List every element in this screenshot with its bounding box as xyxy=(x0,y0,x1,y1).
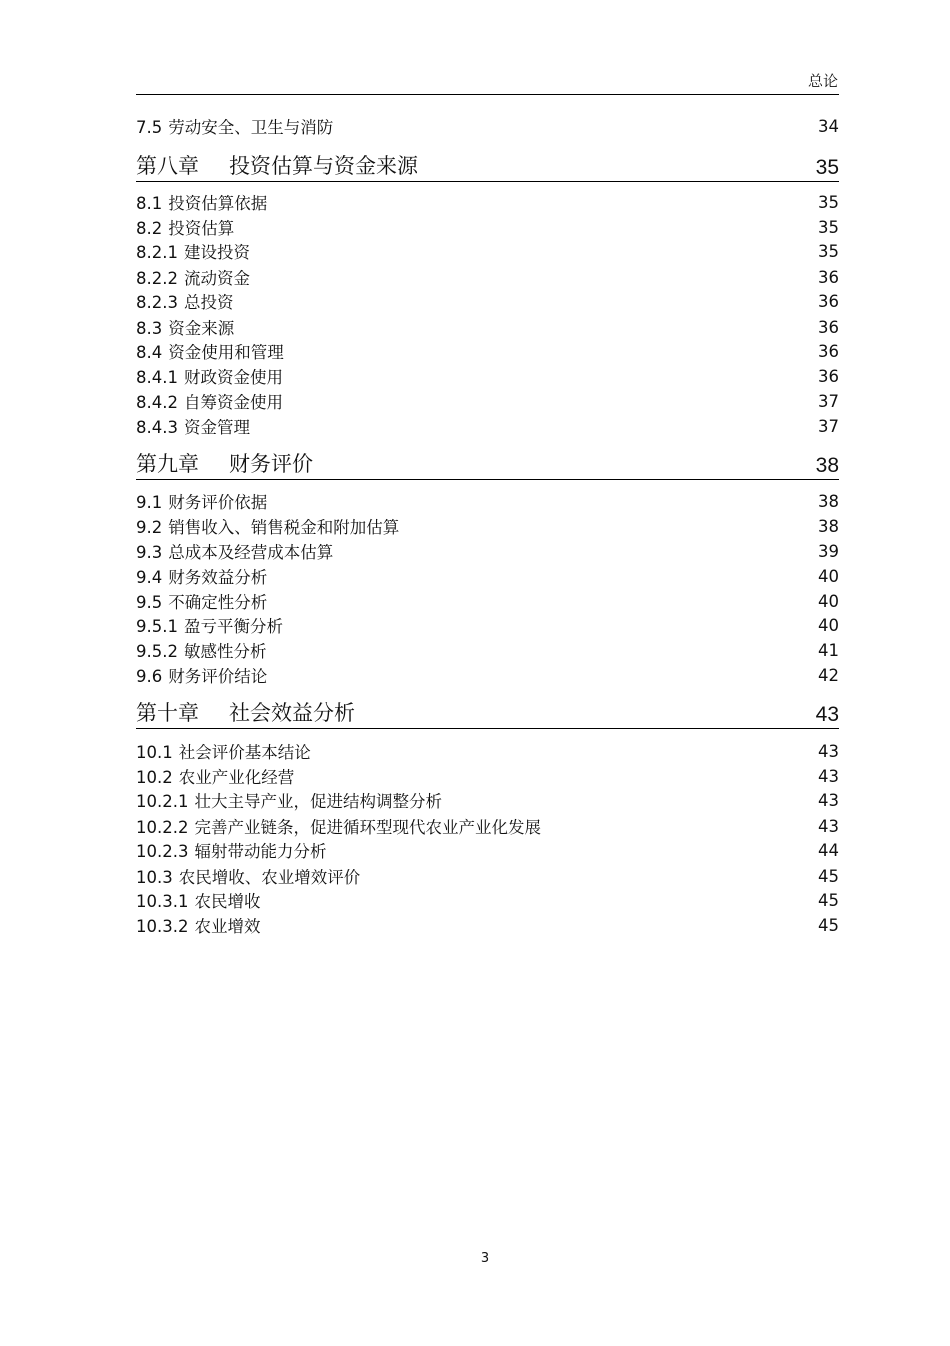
toc-entry-number: 9.5.1 xyxy=(136,617,178,636)
toc-entry-number: 8.2.1 xyxy=(136,243,178,262)
toc-entry-title: 社会效益分析 xyxy=(229,701,355,725)
toc-entry-page: 43 xyxy=(818,741,839,761)
toc-entry-page: 36 xyxy=(818,291,839,311)
toc-entry-title: 总投资 xyxy=(183,293,234,312)
toc-entry[interactable] xyxy=(136,215,839,239)
toc-entry-page: 42 xyxy=(818,665,839,685)
toc-entry-page: 40 xyxy=(818,566,839,586)
toc-entry-number: 10.3.1 xyxy=(136,892,189,911)
toc-entry-title: 投资估算与资金来源 xyxy=(229,154,418,178)
toc-entry[interactable] xyxy=(136,489,839,513)
toc-entry-title: 资金来源 xyxy=(168,319,235,338)
toc-entry-title: 销售收入、销售税金和附加估算 xyxy=(168,518,400,537)
toc-entry[interactable] xyxy=(136,114,839,138)
toc-entry-label xyxy=(136,215,234,239)
toc-entry-label xyxy=(136,814,541,838)
toc-entry-page: 40 xyxy=(818,615,839,635)
toc-entry[interactable] xyxy=(136,564,839,588)
toc-entry[interactable] xyxy=(136,539,839,563)
toc-entry[interactable] xyxy=(136,663,839,687)
toc-entry-title: 建设投资 xyxy=(183,243,250,262)
toc-entry-page: 44 xyxy=(818,840,839,860)
toc-entry-number: 10.2.2 xyxy=(136,818,189,837)
toc-entry-page: 36 xyxy=(818,267,839,287)
running-header-title: 总论 xyxy=(807,72,838,90)
toc-entry[interactable] xyxy=(136,864,839,888)
toc-entry-number: 第九章 xyxy=(136,452,199,476)
toc-entry-page: 43 xyxy=(818,816,839,836)
toc-entry-title: 财务评价结论 xyxy=(168,667,268,686)
toc-entry-page: 41 xyxy=(818,640,839,660)
toc-entry-page: 38 xyxy=(818,516,839,536)
toc-entry-number: 8.2.3 xyxy=(136,293,178,312)
toc-entry-page: 35 xyxy=(818,217,839,237)
toc-entry-page: 36 xyxy=(818,366,839,386)
toc-entry-number: 10.3.2 xyxy=(136,917,189,936)
toc-entry[interactable] xyxy=(136,339,839,363)
toc-entry-title: 壮大主导产业，促进结构调整分析 xyxy=(194,792,442,811)
toc-entry-label xyxy=(136,364,283,388)
toc-entry-page: 45 xyxy=(818,915,839,935)
toc-entry-title: 农业产业化经营 xyxy=(178,768,295,787)
toc-entry-page: 39 xyxy=(818,541,839,561)
toc-entry-title: 流动资金 xyxy=(183,269,250,288)
toc-entry-number: 10.2.3 xyxy=(136,842,189,861)
toc-entry-page: 43 xyxy=(815,703,839,726)
toc-entry-title: 盈亏平衡分析 xyxy=(183,617,283,636)
toc-entry-label xyxy=(136,414,250,438)
toc-entry-title: 敏感性分析 xyxy=(183,642,267,661)
toc-entry[interactable] xyxy=(136,589,839,613)
toc-entry[interactable] xyxy=(136,239,839,263)
toc-entry-label xyxy=(136,190,267,214)
toc-entry-title: 社会评价基本结论 xyxy=(178,743,311,762)
toc-entry-title: 总成本及经营成本估算 xyxy=(168,543,334,562)
toc-entry-label xyxy=(136,638,266,662)
toc-entry-label xyxy=(136,389,283,413)
toc-entry-number: 8.4.2 xyxy=(136,393,178,412)
toc-entry-label xyxy=(136,739,311,763)
toc-entry-number: 第十章 xyxy=(136,701,199,725)
toc-chapter-entry[interactable] xyxy=(136,448,839,480)
toc-entry-number: 10.2.1 xyxy=(136,792,189,811)
toc-entry[interactable] xyxy=(136,888,839,912)
toc-entry-number: 10.1 xyxy=(136,743,173,762)
toc-entry-page: 35 xyxy=(818,192,839,212)
toc-entry-page: 37 xyxy=(818,391,839,411)
toc-entry-number: 9.1 xyxy=(136,493,163,512)
toc-entry-number: 8.2.2 xyxy=(136,269,178,288)
toc-entry-label xyxy=(136,339,284,363)
toc-entry-title: 不确定性分析 xyxy=(168,593,268,612)
toc-entry[interactable] xyxy=(136,788,839,812)
toc-entry-number: 9.2 xyxy=(136,518,163,537)
toc-entry-title: 投资估算 xyxy=(168,219,235,238)
toc-entry-page: 36 xyxy=(818,341,839,361)
toc-entry-title: 资金使用和管理 xyxy=(168,343,284,362)
toc-entry-label xyxy=(136,448,313,478)
toc-entry-number: 9.5 xyxy=(136,593,163,612)
toc-entry-label xyxy=(136,489,267,513)
toc-entry-label xyxy=(136,564,267,588)
toc-entry-number: 8.4 xyxy=(136,343,163,362)
toc-entry-label xyxy=(136,788,442,812)
toc-entry[interactable] xyxy=(136,265,839,289)
toc-entry-page: 43 xyxy=(818,766,839,786)
toc-entry-title: 财务效益分析 xyxy=(168,568,268,587)
toc-entry-page: 43 xyxy=(818,790,839,810)
toc-entry-page: 35 xyxy=(818,241,839,261)
toc-entry-page: 40 xyxy=(818,591,839,611)
toc-entry[interactable] xyxy=(136,389,839,413)
toc-entry-page: 45 xyxy=(818,890,839,910)
toc-entry-number: 8.4.1 xyxy=(136,368,178,387)
toc-entry-number: 7.5 xyxy=(136,118,163,137)
toc-entry-label xyxy=(136,114,333,138)
toc-entry-label xyxy=(136,315,234,339)
toc-entry-title: 财政资金使用 xyxy=(183,368,283,387)
toc-entry-label xyxy=(136,888,260,912)
toc-entry-page: 35 xyxy=(815,156,839,179)
toc-entry-number: 8.3 xyxy=(136,319,163,338)
toc-entry-label xyxy=(136,613,283,637)
toc-entry-title: 辐射带动能力分析 xyxy=(194,842,327,861)
toc-entry-label xyxy=(136,514,399,538)
toc-entry-page: 45 xyxy=(818,866,839,886)
toc-entry-title: 自筹资金使用 xyxy=(183,393,283,412)
toc-entry-number: 8.4.3 xyxy=(136,418,178,437)
page-number: 3 xyxy=(480,1251,490,1266)
toc-entry[interactable] xyxy=(136,913,839,937)
toc-entry-title: 财务评价 xyxy=(229,452,313,476)
toc-entry-number: 9.6 xyxy=(136,667,163,686)
toc-entry[interactable] xyxy=(136,315,839,339)
toc-entry[interactable] xyxy=(136,764,839,788)
toc-entry-label xyxy=(136,539,333,563)
toc-entry-number: 第八章 xyxy=(136,154,199,178)
toc-entry[interactable] xyxy=(136,514,839,538)
toc-entry-label xyxy=(136,150,418,180)
toc-entry-title: 农民增收 xyxy=(194,892,261,911)
toc-entry[interactable] xyxy=(136,613,839,637)
toc-entry-page: 36 xyxy=(818,317,839,337)
toc-entry[interactable] xyxy=(136,289,839,313)
toc-entry-number: 9.4 xyxy=(136,568,163,587)
toc-entry-number: 10.3 xyxy=(136,868,173,887)
toc-entry-page: 37 xyxy=(818,416,839,436)
toc-chapter-entry[interactable] xyxy=(136,697,839,729)
toc-entry-page: 38 xyxy=(815,454,839,477)
toc-entry[interactable] xyxy=(136,414,839,438)
toc-chapter-entry[interactable] xyxy=(136,150,839,182)
toc-entry-title: 财务评价依据 xyxy=(168,493,268,512)
toc-entry[interactable] xyxy=(136,838,839,862)
toc-entry-number: 9.5.2 xyxy=(136,642,178,661)
toc-entry-title: 投资估算依据 xyxy=(168,194,268,213)
toc-entry-page: 34 xyxy=(818,116,839,136)
toc-entry-label xyxy=(136,663,267,687)
toc-entry[interactable] xyxy=(136,190,839,214)
toc-entry[interactable] xyxy=(136,814,839,838)
toc-entry-label xyxy=(136,764,294,788)
toc-entry-label xyxy=(136,589,267,613)
toc-entry-title: 农民增收、农业增效评价 xyxy=(178,868,361,887)
toc-entry-label xyxy=(136,265,250,289)
toc-entry-label xyxy=(136,838,326,862)
toc-entry-label xyxy=(136,697,355,727)
toc-entry-title: 农业增效 xyxy=(194,917,261,936)
header-rule xyxy=(136,94,839,95)
toc-entry-title: 完善产业链条，促进循环型现代农业产业化发展 xyxy=(194,818,541,837)
toc-entry-page: 38 xyxy=(818,491,839,511)
toc-entry[interactable] xyxy=(136,739,839,763)
toc-entry-number: 8.2 xyxy=(136,219,163,238)
toc-entry-label xyxy=(136,913,260,937)
toc-entry-number: 10.2 xyxy=(136,768,173,787)
toc-entry-label xyxy=(136,239,250,263)
toc-entry-title: 资金管理 xyxy=(183,418,250,437)
toc-entry-number: 8.1 xyxy=(136,194,163,213)
toc-entry[interactable] xyxy=(136,364,839,388)
toc-entry-label xyxy=(136,864,360,888)
toc-entry-number: 9.3 xyxy=(136,543,163,562)
toc-entry-title: 劳动安全、卫生与消防 xyxy=(168,118,334,137)
toc-entry-label xyxy=(136,289,233,313)
toc-entry[interactable] xyxy=(136,638,839,662)
